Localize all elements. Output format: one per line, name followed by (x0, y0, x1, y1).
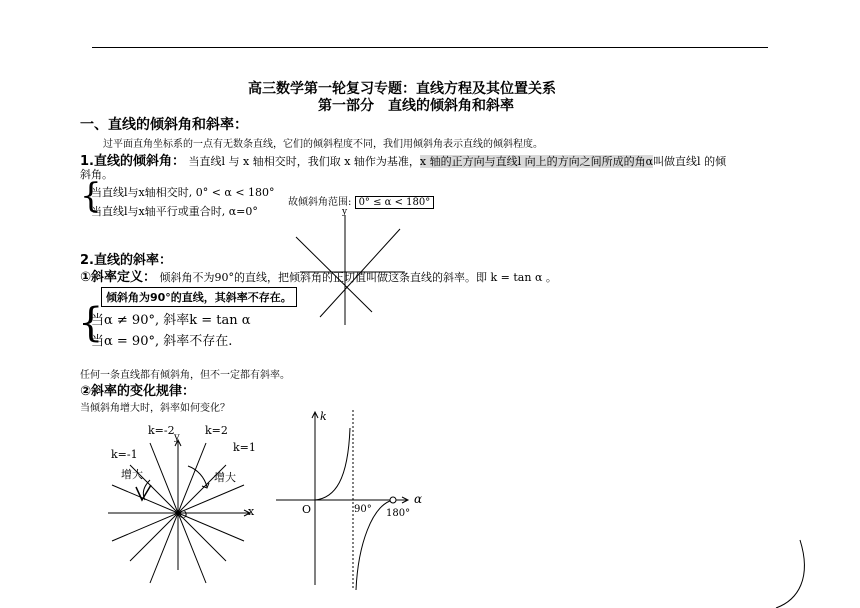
page-title: 高三数学第一轮复习专题：直线方程及其位置关系 (248, 81, 556, 97)
range-prefix: 故倾斜角范围: (288, 197, 352, 208)
fig2-label-k-neg2: k=-2 (148, 424, 175, 437)
definition-highlight: x 轴的正方向与直线l 向上的方向之间所成的角α (419, 155, 654, 168)
fig3-tick-90: 90° (354, 504, 372, 515)
note-text: 任何一条直线都有倾斜角，但不一定都有斜率。 (80, 370, 290, 381)
fig2-origin: O (179, 510, 188, 521)
case2-line2: 当α = 90°, 斜率不存在. (91, 334, 233, 349)
case1-line1: 当直线l与x轴相交时, 0° < α < 180° (91, 186, 275, 199)
boxed-note: 倾斜角为90°的直线，其斜率不存在。 (101, 287, 297, 307)
range-value: 0° ≤ α < 180° (355, 196, 435, 209)
fig3-origin: O (302, 503, 312, 516)
slope-heading: 2.直线的斜率： (80, 253, 172, 268)
fig2-label-increase-right: 增大 (214, 471, 236, 484)
fig1-y-label: y (342, 207, 348, 217)
fig2-axis-x: x (248, 505, 255, 518)
definition-text-a: 当直线l 与 x 轴相交时，我们取 x 轴作为基准， (188, 155, 420, 168)
brace-1: { (80, 176, 102, 216)
section-heading: 一、直线的倾斜角和斜率： (80, 117, 248, 133)
rule-question: 当倾斜角增大时，斜率如何变化？ (80, 403, 230, 414)
fig2-label-k-1: k=1 (233, 441, 256, 454)
fig3-axis-alpha: α (414, 492, 423, 506)
rule-heading: ②斜率的变化规律： (80, 384, 196, 399)
definition-label: 1.直线的倾斜角： (80, 154, 185, 169)
slope-definition-text: 倾斜角不为90°的直线，把倾斜角的正切值叫做这条直线的斜率。即 k = tan α 。 (159, 271, 557, 284)
page-subtitle: 第一部分 直线的倾斜角和斜率 (318, 98, 514, 114)
slope-definition-label: ①斜率定义： (80, 270, 157, 285)
definition-text-c: 斜角。 (80, 168, 113, 181)
fig2-label-k-neg1: k=-1 (111, 448, 138, 461)
fig3-axis-k: k (320, 410, 327, 423)
case1-line2: 当直线l与x轴平行或重合时, α=0° (91, 205, 258, 218)
fig2-axis-y: y (174, 432, 180, 443)
brace-2: { (78, 300, 104, 346)
fig2-label-k-2: k=2 (205, 424, 228, 437)
fig2-label-increase-left: 增大 (121, 468, 143, 481)
intro-text: 过平面直角坐标系的一点有无数条直线，它们的倾斜程度不同，我们用倾斜角表示直线的倾斜程度。 (103, 139, 543, 150)
case2-line1: 当α ≠ 90°, 斜率k = tan α (91, 313, 251, 328)
definition-text-b: 叫做直线l 的倾 (653, 155, 727, 168)
fig3-tick-180: 180° (386, 508, 411, 519)
